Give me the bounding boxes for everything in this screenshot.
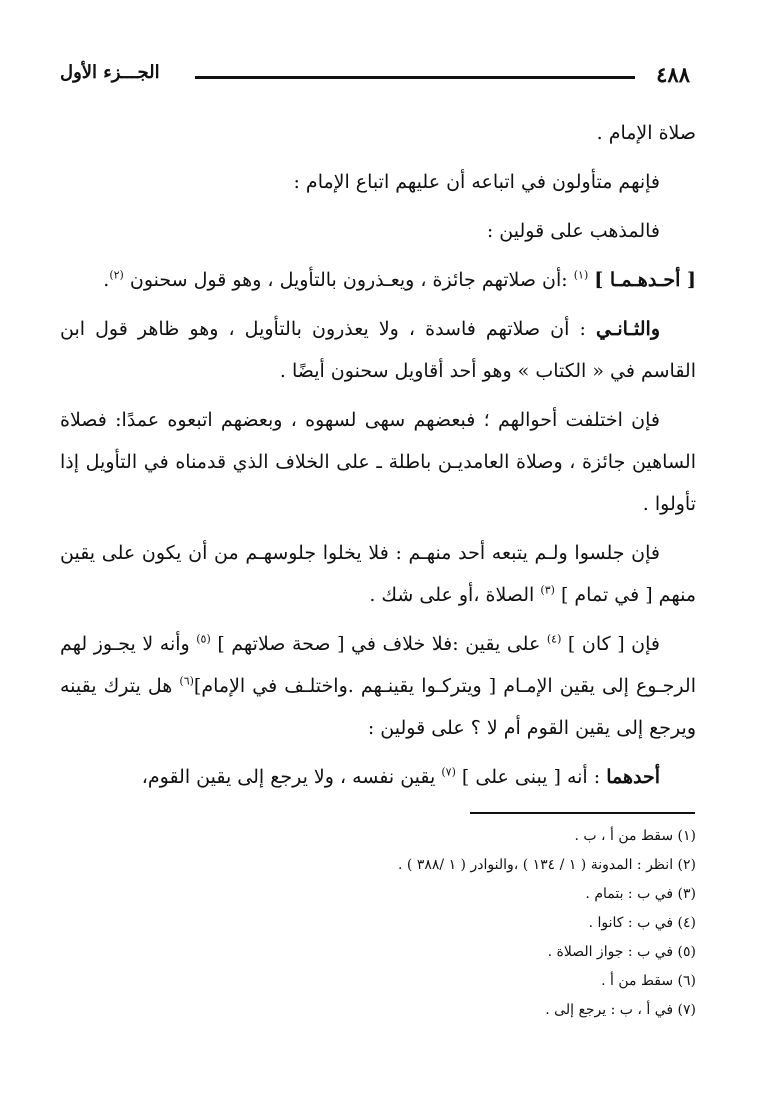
bold-lead: [ أحـدهـمـا ]	[594, 269, 696, 291]
volume-title: الجـــزء الأول	[60, 62, 160, 83]
footnotes	[60, 822, 696, 1025]
text-run: على يقين :فلا خلاف في [ صحة صلاتهم ]	[217, 633, 541, 655]
text-run: : أنه [ يبنى على ]	[461, 766, 601, 788]
text-line: صلاة الإمام .	[596, 122, 696, 144]
paragraph	[60, 756, 696, 798]
bold-lead: أحدهما	[606, 766, 660, 788]
paragraph	[60, 112, 696, 154]
footnote-ref: (٥)	[196, 632, 211, 646]
footnote: (٥) في ب : جواز الصلاة .	[547, 944, 696, 960]
footnote: (٢) انظر : المدونة ( ١ / ١٣٤ ) ،والنوادر ( ١ /٣٨٨ ) .	[398, 857, 696, 873]
footnote-ref: (١)	[573, 268, 589, 282]
footnote: (٣) في ب : بتمام .	[585, 886, 696, 902]
text-line: فإنهم متأولون في اتباعه أن عليهم اتباع الإمام :	[293, 171, 660, 193]
footnote: (٦) سقط من أ .	[601, 973, 696, 989]
footnote: (١) سقط من أ ، ب .	[574, 828, 696, 844]
footnote-ref: (٤)	[546, 632, 562, 646]
text-run: فإن [ كان ]	[567, 633, 660, 655]
paragraph	[60, 161, 696, 203]
text-run: فإن اختلفت أحوالهم ؛ فبعضهم سهى لسهوه ، وبعضهم اتبعوه عمدًا: فصلاة الساهين جائزة ، وصلاة العامديـن باطلة ـ على الخلاف الذي قدمناه في التأويل إذا تأولوا .	[60, 409, 696, 515]
page-number: ٤٨٨	[656, 62, 690, 87]
footnote: (٧) في أ ، ب : يرجع إلى .	[545, 1002, 696, 1018]
paragraph	[60, 399, 696, 525]
text-run: الصلاة ،أو على شك .	[369, 584, 535, 606]
footnote-ref: (٣)	[540, 583, 555, 597]
header-rule	[195, 76, 635, 79]
footnote-rule	[470, 812, 695, 814]
footnote: (٤) في ب : كانوا .	[588, 915, 696, 931]
text-line: فالمذهب على قولين :	[486, 220, 660, 242]
text-run: يقين نفسه ، ولا يرجع إلى يقين القوم،	[141, 766, 436, 788]
footnote-ref: (٢)	[109, 268, 124, 282]
running-header	[60, 62, 690, 92]
paragraph	[60, 210, 696, 252]
bold-lead: والثـانـي	[595, 318, 660, 340]
paragraph	[60, 623, 696, 749]
paragraph	[60, 259, 696, 301]
text-run: فإن جلسوا ولـم يتبعه أحد منهـم : فلا يخلوا جلوسهـم من أن يكون على يقين منهم [ في تمام ]	[60, 542, 696, 606]
text-run: وأنه لا يجـوز لهم الرجـوع إلى يقين الإمـام [ ويتركـوا يقينـهم .واختلـف في الإمام]	[60, 633, 696, 697]
paragraph	[60, 532, 696, 616]
text-run: .	[103, 269, 110, 291]
text-run: : أن صلاتهم فاسدة ، ولا يعذرون بالتأويل ، وهو ظاهر قول ابن القاسم في « الكتاب » وهو أحد أقاويل سحنون أيضًا .	[60, 318, 696, 382]
footnote-ref: (٧)	[441, 765, 456, 779]
footnote-ref: (٦)	[179, 674, 194, 688]
text-run: هل يترك يقينه ويرجع إلى يقين القوم أم لا ؟ على قولين :	[60, 675, 696, 739]
paragraph	[60, 308, 696, 392]
text-run: :أن صلاتهم جائزة ، ويعـذرون بالتأويل ، وهو قول سحنون	[129, 269, 568, 291]
main-text	[60, 112, 696, 805]
